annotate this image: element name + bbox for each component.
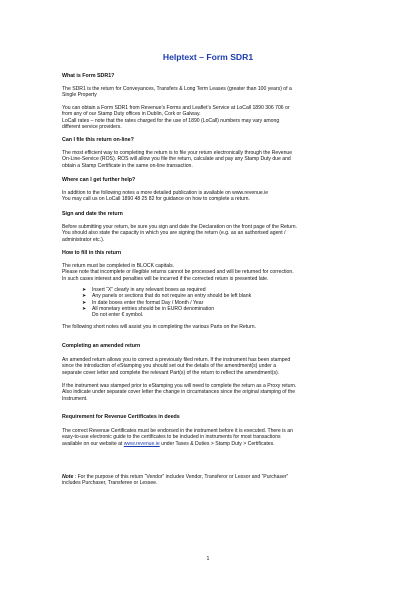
- text-line: Please note that incomplete or illegible returns cannot be processed and will be returned for correction.: [62, 269, 294, 276]
- paragraph-how-to-2: [62, 324, 354, 330]
- text-line-with-link: available on our website at www.revenue.ie under Taxes & Duties > Stamp Duty > Certificates.: [62, 440, 275, 447]
- text-line: The return must be completed in BLOCK capitals.: [62, 263, 175, 269]
- text-line: different service providers.: [62, 123, 122, 130]
- text-line: Single Property: [62, 92, 97, 99]
- paragraph-amended-2: [62, 383, 354, 402]
- text-line: The following short notes will assist you in completing the various Parts on the Return.: [62, 324, 256, 330]
- heading-what-is: What is Form SDR1?: [62, 73, 115, 79]
- text-line: On-Line-Service (ROS). ROS will allow you file the return, calculate and pay any Stamp Duty due and: [62, 156, 291, 163]
- text-line: You should also state the capacity in which you are signing the return (e.g. as an authorised agent /: [62, 230, 286, 237]
- paragraph-certificates: [62, 428, 354, 447]
- arrow-bullet-icon: ➤: [82, 305, 87, 312]
- arrow-bullet-icon: ➤: [82, 299, 87, 306]
- instructions-list: [62, 287, 354, 318]
- text-line: You may call us on LoCall 1890 48 25 82 for guidance on how to complete a return.: [62, 196, 250, 203]
- text-line: The SDR1 is the return for Conveyances, Transfers & Long Term Leases (greater than 100 years) of a: [62, 86, 292, 92]
- heading-online: Can I file this return on-line?: [62, 137, 134, 143]
- list-item: ➤ In date boxes enter the format Day / Month / Year: [82, 299, 204, 306]
- text-line: includes Purchaser, Transferee or Lessee.: [62, 480, 158, 487]
- text-line: separate cover letter and complete the relevant Part(s) of the return to reflect the amendment(s).: [62, 369, 280, 376]
- page-number: 1: [206, 556, 210, 562]
- text-line: Before submitting your return, be sure you sign and date the Declaration on the front page of the Return.: [62, 224, 298, 230]
- page-title: Helptext – Form SDR1: [162, 52, 254, 62]
- paragraph-what-is-1: [62, 86, 354, 99]
- text-line: The correct Revenue Certificates must be endorsed in the instrument before it is executed. There is an: [62, 428, 293, 434]
- text-line: You can obtain a Form SDR1 from Revenue’s Forms and Leaflet’s Service at LoCall 1890 306 706 or: [62, 105, 290, 111]
- text-line: An amended return allows you to correct a previously filed return. If the instrument has been stamped: [62, 357, 291, 363]
- heading-how-to: How to fill in this return: [62, 250, 122, 256]
- revenue-website-link[interactable]: www.revenue.ie: [123, 440, 160, 447]
- heading-sign: Sign and date the return: [62, 211, 123, 217]
- text-line: since the introduction of eStamping you should set out the details of the amendment(s) under a: [62, 363, 277, 370]
- paragraph-what-is-2: [62, 105, 354, 130]
- text-line: In addition to the following notes a more detailed publication is available on www.revenue.ie: [62, 190, 269, 196]
- text-line: administrator etc.).: [62, 236, 105, 243]
- text-line: Also indicate under separate cover letter the change in circumstances since the original stamping of the: [62, 389, 296, 396]
- paragraph-how-to-1: [62, 263, 354, 282]
- list-item: ➤ Any panels or sections that do not require an entry should be left blank: [82, 293, 252, 300]
- arrow-bullet-icon: ➤: [82, 293, 87, 300]
- text-line: LoCall rates – note that the rates charged for the use of 1890 (LoCall) numbers may vary among: [62, 117, 280, 124]
- text-line: In such cases interest and penalties will be incurred if the corrected return is presented late.: [62, 275, 269, 282]
- paragraph-online: [62, 150, 354, 169]
- text-line: Note : For the purpose of this return “Vendor” includes Vendor, Transferor or Lessor and “Purchaser”: [62, 474, 289, 480]
- text-line: If the instrument was stamped prior to eStamping you will need to complete the return as a Proxy return.: [62, 383, 297, 389]
- list-item: ➤ All monetary entries should be in EURO denomination: [82, 305, 215, 312]
- heading-help: Where can I get further help?: [62, 177, 136, 183]
- note-label: Note: [62, 474, 74, 480]
- text-line: Instrument.: [62, 395, 88, 402]
- arrow-bullet-icon: ➤: [82, 287, 87, 293]
- text-line: from any of our Stamp Duty offices in Dublin, Cork or Galway.: [62, 111, 201, 118]
- heading-certificates: Requirement for Revenue Certificates in deeds: [62, 414, 180, 420]
- text-line: easy-to-use electronic guide to the certificates to be included in instruments for most transactions: [62, 434, 281, 441]
- paragraph-help: [62, 190, 354, 203]
- list-item: ➤ Insert “X” clearly in any relevant boxes as required: [82, 287, 206, 293]
- text-line: obtain a Stamp Certificate in the same on-line transaction.: [62, 162, 193, 169]
- heading-amended: Completing an amended return: [62, 343, 141, 349]
- paragraph-sign: [62, 224, 354, 243]
- note-paragraph: [62, 474, 354, 487]
- paragraph-amended-1: [62, 357, 354, 376]
- list-item-continuation: Do not enter € symbol.: [92, 312, 144, 319]
- text-line: The most efficient way to completing the return is to file your return electronically through the Revenue: [62, 150, 293, 156]
